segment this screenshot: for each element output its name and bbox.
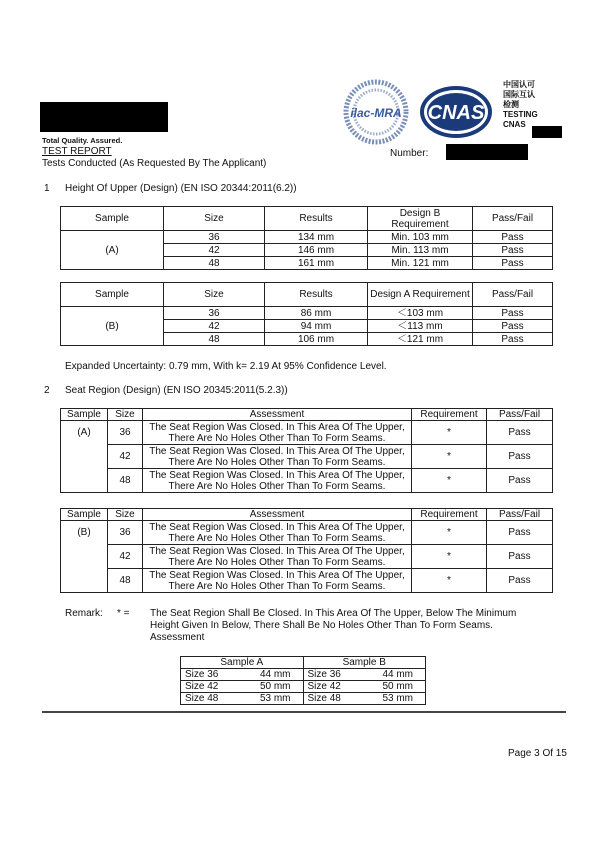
table-row [61,521,553,545]
cnas-cn-3: 检测 [503,100,519,109]
assessment-line: There Are No Holes Other Than To Form Seams. [168,580,386,592]
assessment-line: The Seat Region Was Closed. In This Area Of The Upper, [149,569,405,581]
sample-a-header: Sample A [181,657,304,669]
col-size: Size [108,509,143,521]
value-cell: 44 mm [245,669,303,681]
remark-label: Remark: [65,608,103,619]
result-cell: 94 mm [265,320,368,333]
size-cell: 36 [164,231,265,244]
company-tagline: Total Quality. Assured. [42,136,123,145]
table-row [181,669,426,681]
table-row [61,421,553,445]
value-cell: 53 mm [368,693,426,705]
pass-fail-cell: Pass [487,545,553,569]
requirement-cell: * [412,521,487,545]
size-cell: 48 [164,257,265,270]
pass-fail-cell: Pass [487,421,553,445]
col-pass-fail: Pass/Fail [487,409,553,421]
size-cell: 48 [164,333,265,346]
seat-table-b [60,508,553,593]
col-size: Size [108,409,143,421]
pass-fail-cell: Pass [473,257,553,270]
height-table-a [60,206,553,270]
col-results: Results [265,283,368,307]
size-cell: 36 [108,521,143,545]
assessment-line: There Are No Holes Other Than To Form Seams. [168,532,386,544]
cnas-label: CNAS [503,120,526,129]
remark-marker: * = [117,608,130,619]
number-label: Number: [390,148,429,159]
uncertainty-note: Expanded Uncertainty: 0.79 mm, With k= 2.19 At 95% Confidence Level. [65,361,387,372]
requirement-cell: * [412,569,487,593]
ilac-mra-logo [342,78,410,146]
pass-fail-cell: Pass [473,333,553,346]
size-cell: 42 [108,545,143,569]
report-title: TEST REPORT [42,146,112,157]
table-row [181,693,426,705]
remark-line-1: The Seat Region Shall Be Closed. In This Area Of The Upper, Below The Minimum [150,608,517,619]
assessment-line: There Are No Holes Other Than To Form Seams. [168,456,386,468]
pass-fail-cell: Pass [473,307,553,320]
size-cell: Size 42 [303,681,368,693]
footer-divider [42,711,566,713]
section2-title: Seat Region (Design) (EN ISO 20345:2011(5.2.3)) [65,385,288,396]
col-size: Size [164,207,265,231]
requirement-cell: ＜121 mm [368,333,473,346]
result-cell: 86 mm [265,307,368,320]
col-results: Results [265,207,368,231]
assessment-cell [143,545,412,569]
sample-cell: (B) [61,521,108,593]
size-cell: Size 42 [181,681,246,693]
value-cell: 50 mm [245,681,303,693]
redacted-report-number [446,144,528,160]
result-cell: 134 mm [265,231,368,244]
height-table-b [60,282,553,346]
cnas-cn-1: 中国认可 [503,80,535,89]
pass-fail-cell: Pass [487,569,553,593]
requirement-cell: ＜103 mm [368,307,473,320]
size-cell: 48 [108,469,143,493]
value-cell: 44 mm [368,669,426,681]
min-height-table [180,656,426,705]
size-cell: Size 48 [181,693,246,705]
assessment-cell [143,421,412,445]
requirement-cell: * [412,545,487,569]
page-number: Page 3 Of 15 [508,748,567,759]
pass-fail-cell: Pass [487,521,553,545]
size-cell: Size 48 [303,693,368,705]
assessment-cell [143,569,412,593]
result-cell: 146 mm [265,244,368,257]
seat-table-a [60,408,553,493]
table-row [61,307,553,320]
size-cell: 42 [164,320,265,333]
assessment-cell [143,445,412,469]
col-sample: Sample [61,207,164,231]
requirement-cell: ＜113 mm [368,320,473,333]
table-row [61,231,553,244]
table-row [61,569,553,593]
size-cell: 42 [164,244,265,257]
size-cell: 42 [108,445,143,469]
col-pass-fail: Pass/Fail [473,207,553,231]
assessment-cell [143,469,412,493]
sample-b-header: Sample B [303,657,426,669]
assessment-line: The Seat Region Was Closed. In This Area Of The Upper, [149,445,405,457]
requirement-cell: * [412,421,487,445]
requirement-cell: Min. 113 mm [368,244,473,257]
sample-cell: (B) [61,307,164,346]
section1-number: 1 [44,183,50,194]
value-cell: 50 mm [368,681,426,693]
result-cell: 106 mm [265,333,368,346]
report-subtitle: Tests Conducted (As Requested By The Applicant) [42,158,267,169]
cnas-cn-2: 国际互认 [503,90,535,99]
redacted-company-logo [40,102,168,132]
col-sample: Sample [61,409,108,421]
section1-title: Height Of Upper (Design) (EN ISO 20344:2011(6.2)) [65,183,297,194]
pass-fail-cell: Pass [487,445,553,469]
col-assessment: Assessment [143,409,412,421]
assessment-line: There Are No Holes Other Than To Form Seams. [168,556,386,568]
pass-fail-cell: Pass [473,244,553,257]
pass-fail-cell: Pass [473,320,553,333]
col-requirement: Design B Requirement [368,207,473,231]
table-row [181,681,426,693]
col-requirement: Requirement [412,409,487,421]
size-cell: Size 36 [303,669,368,681]
sample-cell: (A) [61,421,108,493]
assessment-line: The Seat Region Was Closed. In This Area Of The Upper, [149,521,405,533]
cnas-testing: TESTING [503,110,538,119]
requirement-cell: Min. 121 mm [368,257,473,270]
pass-fail-cell: Pass [487,469,553,493]
size-cell: 36 [108,421,143,445]
col-size: Size [164,283,265,307]
assessment-line: There Are No Holes Other Than To Form Seams. [168,432,386,444]
assessment-line: The Seat Region Was Closed. In This Area Of The Upper, [149,545,405,557]
sample-cell: (A) [61,231,164,270]
cnas-logo-text: CNAS [427,102,485,124]
requirement-cell: Min. 103 mm [368,231,473,244]
cnas-logo [416,82,496,142]
col-requirement: Design A Requirement [368,283,473,307]
assessment-cell [143,521,412,545]
remark-text [150,608,516,644]
assessment-line: There Are No Holes Other Than To Form Seams. [168,480,386,492]
col-requirement: Requirement [412,509,487,521]
col-sample: Sample [61,509,108,521]
assessment-line: The Seat Region Was Closed. In This Area Of The Upper, [149,469,405,481]
ilac-logo-text: ilac-MRA [350,106,402,120]
col-sample: Sample [61,283,164,307]
size-cell: 36 [164,307,265,320]
table-row [61,545,553,569]
table-row [61,445,553,469]
assessment-line: The Seat Region Was Closed. In This Area Of The Upper, [149,421,405,433]
requirement-cell: * [412,469,487,493]
section2-number: 2 [44,385,50,396]
size-cell: 48 [108,569,143,593]
pass-fail-cell: Pass [473,231,553,244]
remark-line-2: Height Given In Below, There Shall Be No Holes Other Than To Form Seams. [150,620,493,631]
table-row [61,469,553,493]
remark-line-3: Assessment [150,632,205,643]
col-assessment: Assessment [143,509,412,521]
size-cell: Size 36 [181,669,246,681]
redacted-cnas-number [532,126,562,138]
col-pass-fail: Pass/Fail [487,509,553,521]
cnas-side-text [503,80,538,130]
value-cell: 53 mm [245,693,303,705]
result-cell: 161 mm [265,257,368,270]
requirement-cell: * [412,445,487,469]
col-pass-fail: Pass/Fail [473,283,553,307]
